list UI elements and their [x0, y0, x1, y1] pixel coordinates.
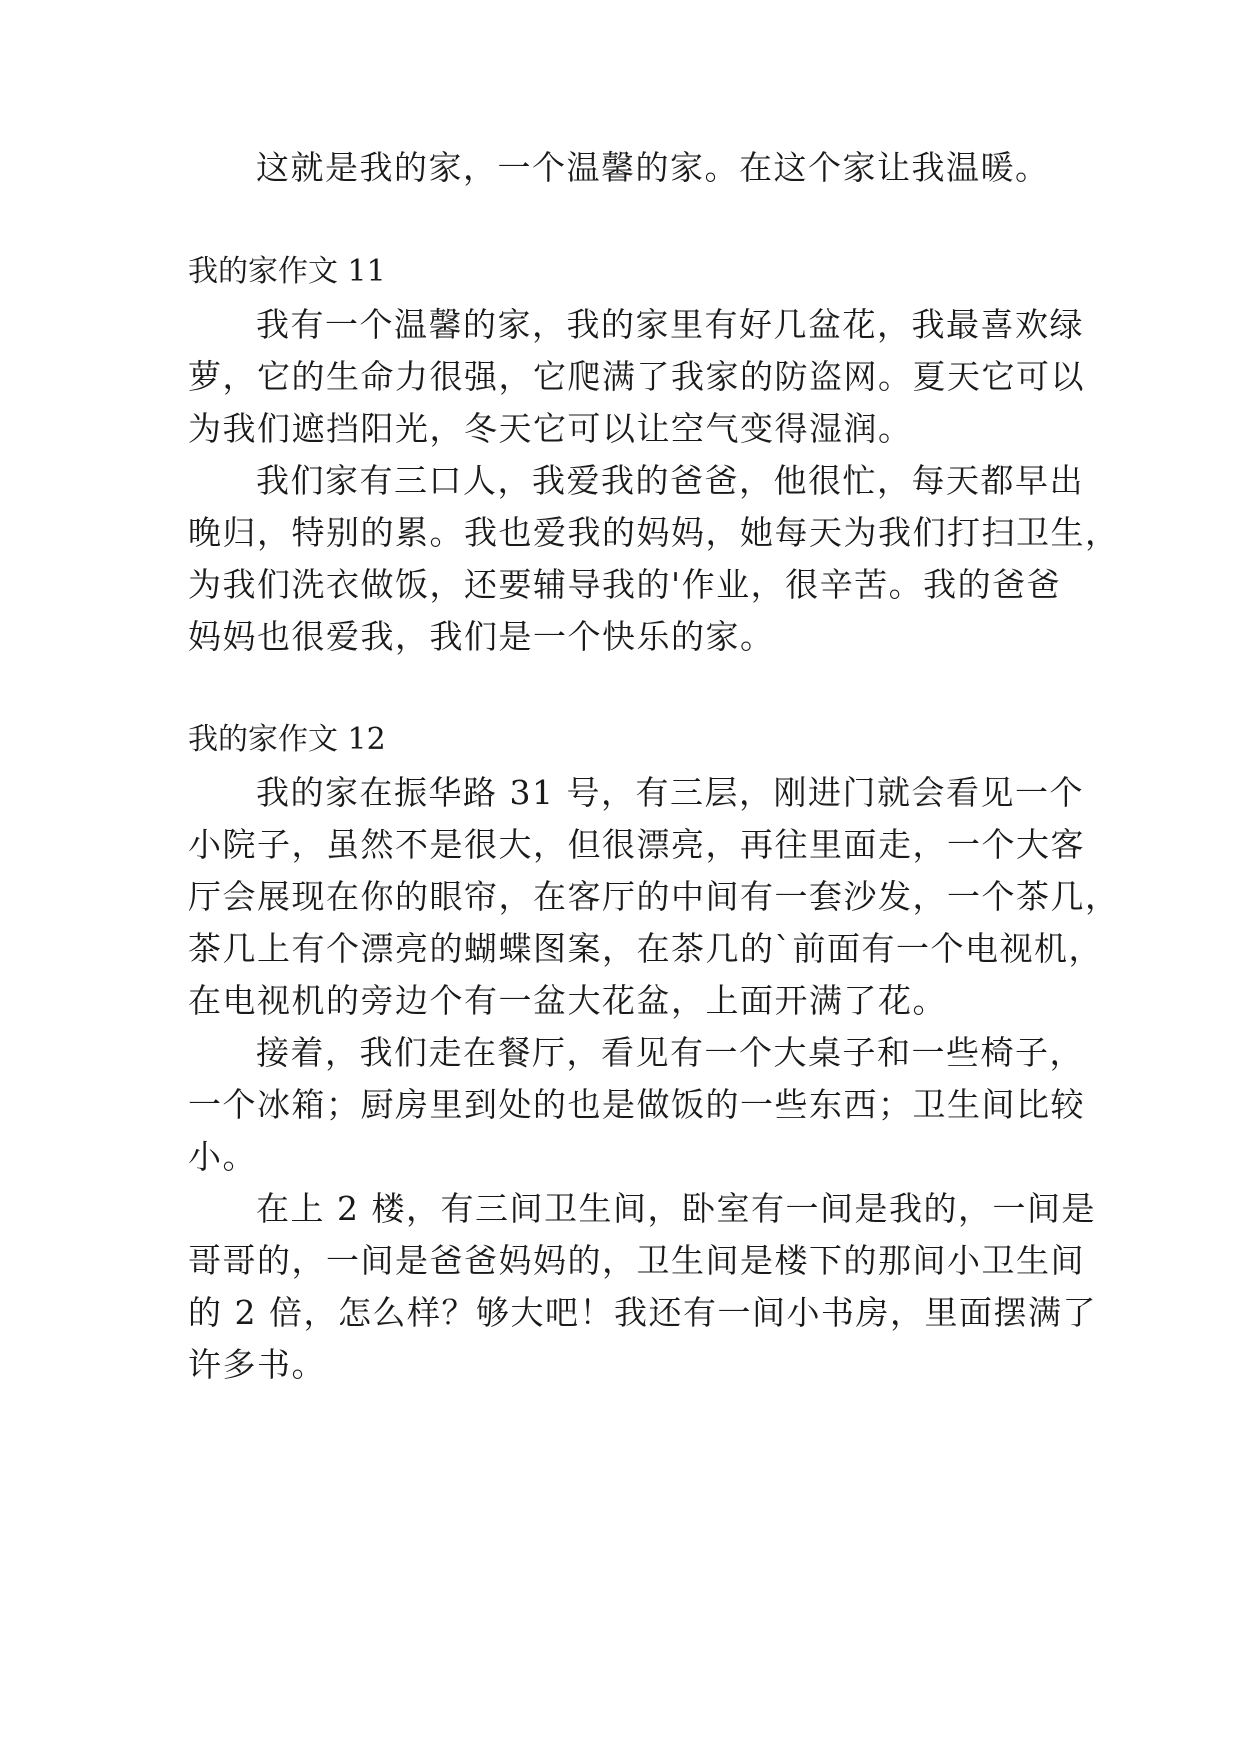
paragraph-line: 在电视机的旁边个有一盆大花盆，上面开满了花。: [188, 981, 947, 1020]
intro-line: 这就是我的家，一个温馨的家。在这个家让我温暖。: [256, 148, 1050, 187]
paragraph-line: 妈妈也很爱我，我们是一个快乐的家。: [188, 617, 775, 656]
essay-11-heading: 我的家作文 11: [188, 254, 386, 289]
paragraph-line: 接着，我们走在餐厅，看见有一个大桌子和一些椅子，: [256, 1033, 1084, 1072]
paragraph-line: 茶几上有个漂亮的蝴蝶图案，在茶几的`前面有一个电视机，: [188, 929, 1103, 968]
paragraph-line: 小院子，虽然不是很大，但很漂亮，再往里面走，一个大客: [188, 825, 1085, 864]
paragraph-line: 在上 2 楼，有三间卫生间，卧室有一间是我的，一间是: [256, 1189, 1096, 1228]
paragraph-line: 小。: [188, 1137, 257, 1176]
paragraph-line: 我的家在振华路 31 号，有三层，刚进门就会看见一个: [256, 773, 1084, 812]
paragraph-line: 萝，它的生命力很强，它爬满了我家的防盗网。夏天它可以: [188, 357, 1085, 396]
paragraph-line: 的 2 倍，怎么样？够大吧！我还有一间小书房，里面摆满了: [188, 1293, 1097, 1332]
paragraph-line: 我们家有三口人，我爱我的爸爸，他很忙，每天都早出: [256, 461, 1084, 500]
paragraph-line: 许多书。: [188, 1345, 326, 1384]
paragraph-line: 晚归，特别的累。我也爱我的妈妈，她每天为我们打扫卫生，: [188, 513, 1120, 552]
paragraph-line: 厅会展现在你的眼帘，在客厅的中间有一套沙发，一个茶几，: [188, 877, 1120, 916]
paragraph-line: 我有一个温馨的家，我的家里有好几盆花，我最喜欢绿: [256, 305, 1084, 344]
essay-12-heading: 我的家作文 12: [188, 722, 386, 757]
paragraph-line: 哥哥的，一间是爸爸妈妈的，卫生间是楼下的那间小卫生间: [188, 1241, 1085, 1280]
paragraph-line: 为我们遮挡阳光，冬天它可以让空气变得湿润。: [188, 409, 913, 448]
paragraph-line: 一个冰箱；厨房里到处的也是做饭的一些东西；卫生间比较: [188, 1085, 1085, 1124]
paragraph-line: 为我们洗衣做饭，还要辅导我的'作业，很辛苦。我的爸爸: [188, 565, 1062, 604]
